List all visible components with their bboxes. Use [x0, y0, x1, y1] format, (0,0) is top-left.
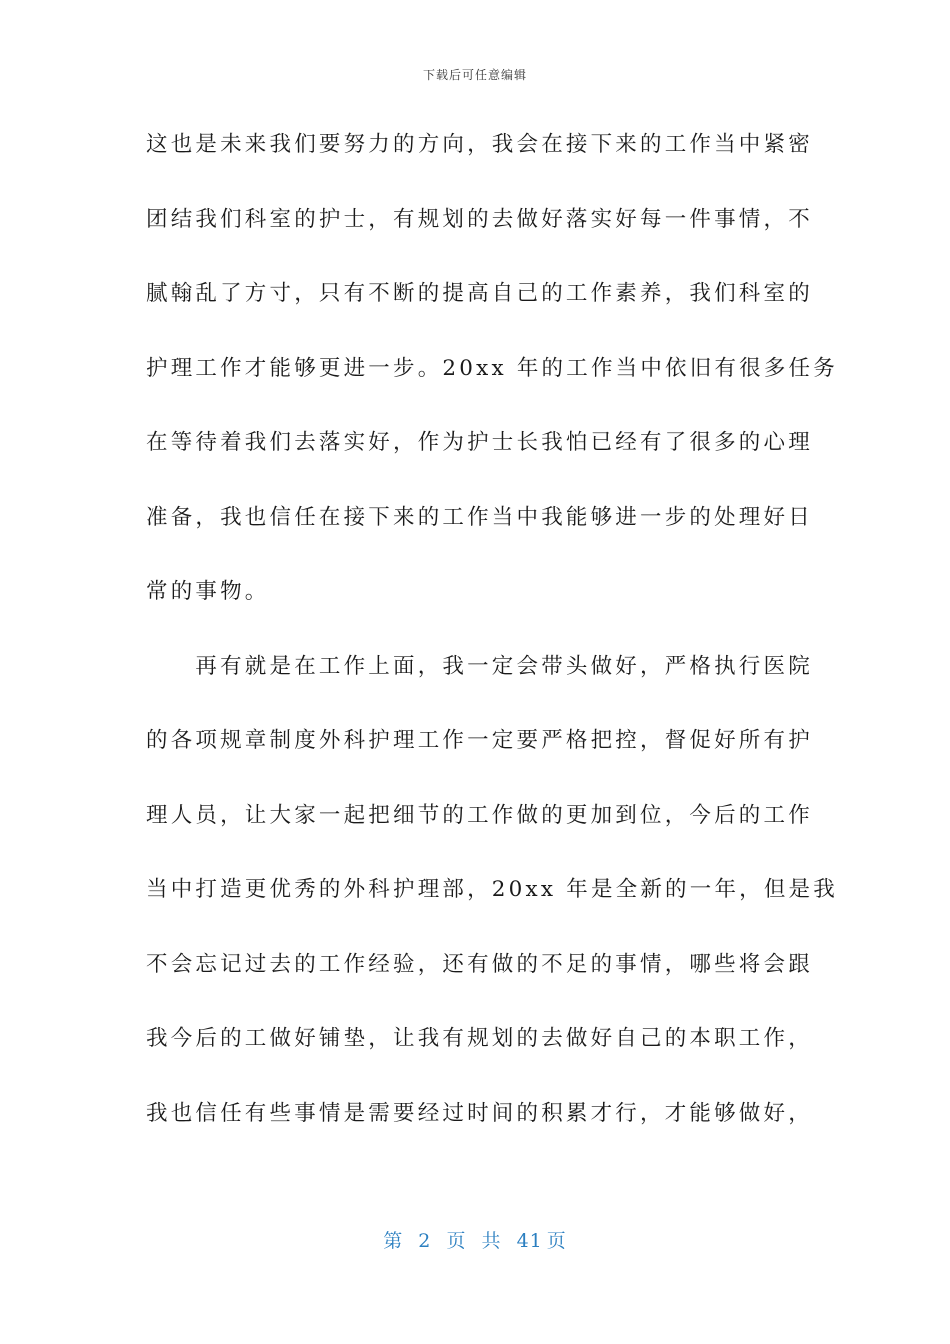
footer-total-pages: 41 [516, 1230, 543, 1252]
text-line: 不会忘记过去的工作经验，还有做的不足的事情，哪些将会跟 [146, 951, 813, 977]
text-line: 护理工作才能够更进一步。20xx 年的工作当中依旧有很多任务 [146, 355, 838, 381]
text-line: 再有就是在工作上面，我一定会带头做好，严格执行医院 [146, 653, 813, 679]
text-line: 我今后的工做好铺垫，让我有规划的去做好自己的本职工作， [146, 1026, 813, 1051]
text-line: 准备，我也信任在接下来的工作当中我能够进一步的处理好日 [146, 504, 813, 530]
page-footer [0, 1226, 950, 1253]
text-line: 常的事物。 [146, 579, 270, 604]
text-line: 的各项规章制度外科护理工作一定要严格把控，督促好所有护 [146, 728, 813, 753]
footer-di: 第 [383, 1230, 404, 1252]
document-body [146, 130, 838, 1173]
text-line: 当中打造更优秀的外科护理部，20xx 年是全新的一年，但是我 [146, 877, 838, 902]
text-line: 我也信任有些事情是需要经过时间的积累才行，才能够做好， [146, 1100, 813, 1126]
footer-ye: 页 [446, 1230, 467, 1252]
text-line: 团结我们科室的护士，有规划的去做好落实好每一件事情，不 [146, 206, 813, 232]
text-line: 在等待着我们去落实好，作为护士长我怕已经有了很多的心理 [146, 430, 813, 455]
footer-ye2: 页 [546, 1230, 567, 1252]
text-line: 这也是未来我们要努力的方向，我会在接下来的工作当中紧密 [146, 132, 813, 157]
text-line: 腻翰乱了方寸，只有不断的提高自己的工作素养，我们科室的 [146, 281, 813, 306]
footer-page-number: 2 [418, 1230, 432, 1252]
footer-gong: 共 [481, 1230, 502, 1252]
text-line: 理人员，让大家一起把细节的工作做的更加到位，今后的工作 [146, 802, 813, 828]
page-header: 下载后可任意编辑 [422, 68, 527, 82]
